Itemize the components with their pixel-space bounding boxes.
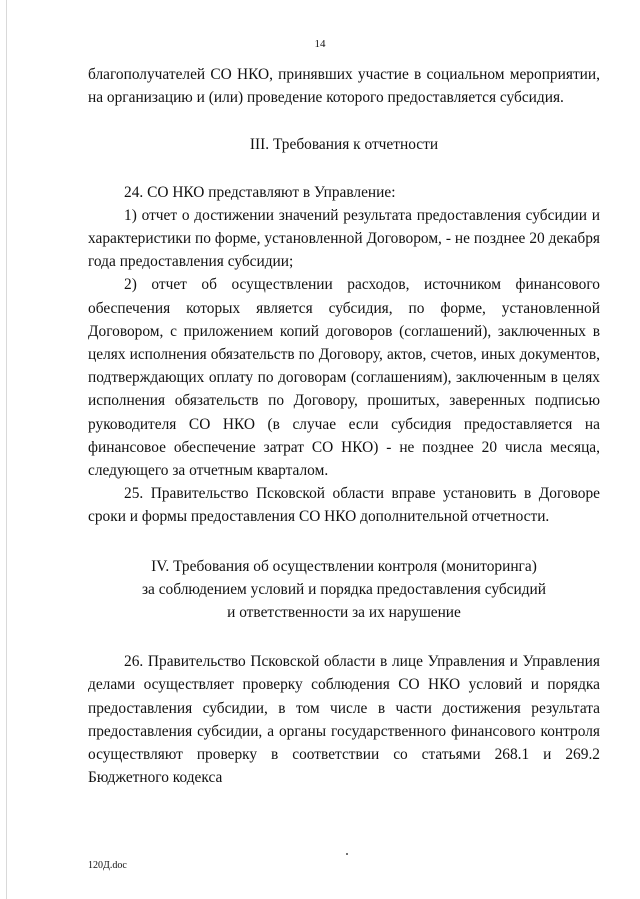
section-heading-3: III. Требования к отчетности [249,136,439,154]
footer-file-name: 120Д.doc [88,860,127,871]
spacer [88,157,600,181]
spacer [88,109,600,133]
paragraph-26: 26. Правительство Псковской области в лице Управления и Управления делами осуществляет проверку соблюдения СО НКО условий и порядка предоставления субсидии, в том числе в части достижения результата предоставления субсидии, а органы государственного финансового контроля осуществляют проверку в соответствии со статьями 268.1 и 269.2 Бюджетного кодекса [88,653,600,787]
scan-dot-mark [346,853,348,855]
paragraph-intro: благополучателей СО НКО, принявших участие в социальном мероприятии, на организацию и (или) проведение которого предоставляется субсидия. [88,66,600,107]
paragraph-24-item-2: 2) отчет об осуществлении расходов, источником финансового обеспечения которых является субсидия, по форме, установленной Договором, с приложением копий договоров (соглашений), заключенных в целях исполнения обязательств по Договору, актов, счетов, иных документов, подтверждающих оплату по договорам (соглашениям), заключенным в целях исполнения обязательств по Договору, прошитых, заверенных подписью руководителя СО НКО (в случае если субсидия предоставляется на финансовое обеспечение затрат СО НКО) - не позднее 20 числа месяца, следующего за отчетным кварталом. [88,276,600,480]
document-body [88,63,600,789]
spacer [88,529,600,555]
page-edge-line [6,0,7,899]
page-number: 14 [314,38,326,50]
paragraph-25: 25. Правительство Псковской области вправе установить в Договоре сроки и формы предоставления СО НКО дополнительной отчетности. [88,485,600,526]
paragraph-24-item-1: 1) отчет о достижении значений результата предоставления субсидии и характеристики по форме, установленной Договором, - не позднее 20 декабря года предоставления субсидии; [88,206,600,271]
section-heading-4-line-3: и ответственности за их нарушение [227,604,461,622]
spacer [88,624,600,650]
paragraph-24: 24. СО НКО представляют в Управление: [124,183,396,201]
section-heading-4-line-1: IV. Требования об осуществлении контроля (мониторинга) [151,557,537,575]
section-heading-4-line-2: за соблюдением условий и порядка предоставления субсидий [141,580,547,598]
